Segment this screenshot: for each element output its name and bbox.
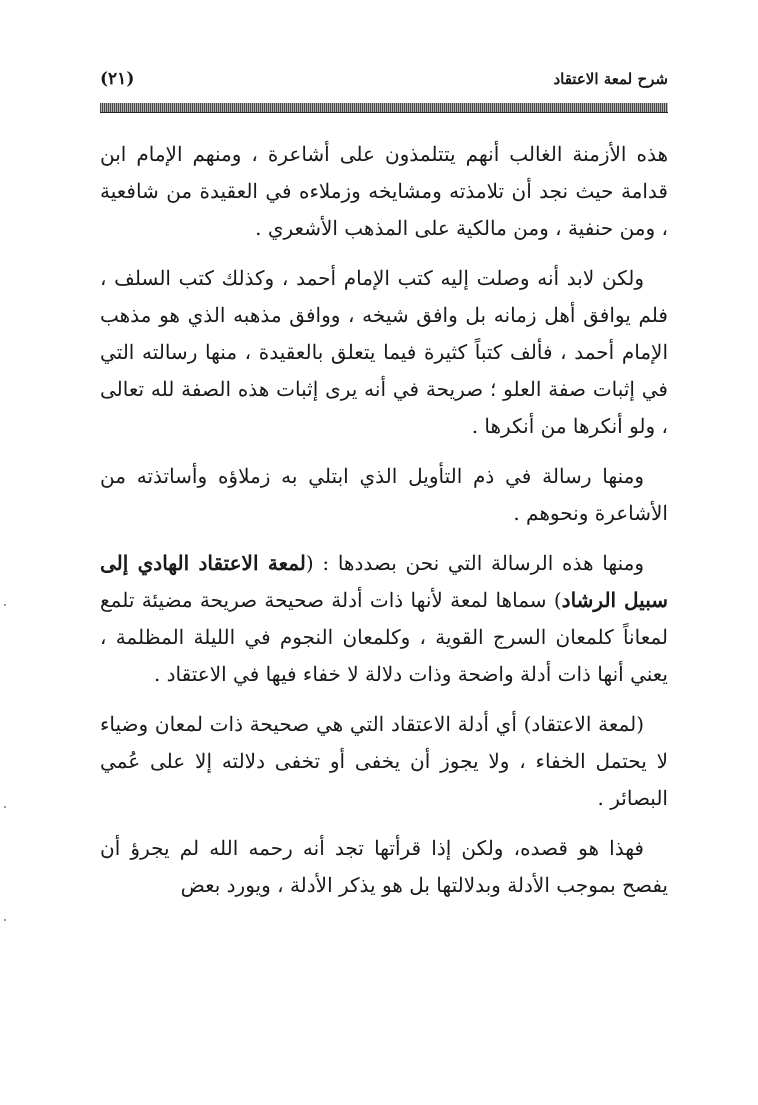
paragraph: ومنها رسالة في ذم التأويل الذي ابتلي به زملاؤه وأساتذته من الأشاعرة ونحوهم . xyxy=(100,464,668,525)
page-number: (٢١) xyxy=(100,69,135,89)
body-text xyxy=(100,136,668,917)
book-title: لمعة الاعتقاد الهادي إلى سبيل الرشاد xyxy=(100,551,668,612)
paragraph: فهذا هو قصده، ولكن إذا قرأتها تجد أنه رحمه الله لم يجرؤ أن يفصح بموجب الأدلة وبدلالتها بل هو يذكر الأدلة ، ويورد بعض xyxy=(100,836,668,897)
paragraph: ولكن لابد أنه وصلت إليه كتب الإمام أحمد ، وكذلك كتب السلف ، فلم يوافق أهل زمانه بل وافق شيخه ، ووافق مذهبه الذي هو مذهب الإمام أحمد ، فألف كتباً كثيرة فيما يتعلق بالعقيدة ، منها رسالته التي في إثبات صفة العلو ؛ صريحة في أنه يرى إثبات هذه الصفة لله تعالى ، ولو أنكرها من أنكرها . xyxy=(100,266,668,438)
paragraph: هذه الأزمنة الغالب أنهم يتتلمذون على أشاعرة ، ومنهم الإمام ابن قدامة حيث نجد أن تلامذته ومشايخه وزملاءه في العقيدة من شافعية ، ومن حنفية ، ومن مالكية على المذهب الأشعري . xyxy=(100,142,668,240)
scan-speck xyxy=(4,604,6,606)
scan-speck xyxy=(4,919,6,921)
paragraph-text: ) سماها لمعة لأنها ذات أدلة صحيحة صريحة مضيئة تلمع لمعاناً كلمعان السرج القوية ، وكلمعان النجوم في الليلة المظلمة ، يعني أنها ذات أدلة واضحة وذات دلالة لا خفاء فيها في الاعتقاد . xyxy=(100,588,668,686)
header-rule xyxy=(100,103,668,113)
paragraph: (لمعة الاعتقاد) أي أدلة الاعتقاد التي هي صحيحة ذات لمعان وضياء لا يحتمل الخفاء ، ولا يجوز أن يخفى أو تخفى دلالته إلا على عُمي البصائر . xyxy=(100,712,668,810)
page-header xyxy=(100,70,668,96)
scan-speck xyxy=(4,806,6,808)
paragraph-text: ومنها هذه الرسالة التي نحن بصددها : ( xyxy=(305,551,644,575)
paragraph xyxy=(100,545,668,693)
running-title: شرح لمعة الاعتقاد xyxy=(553,70,668,88)
